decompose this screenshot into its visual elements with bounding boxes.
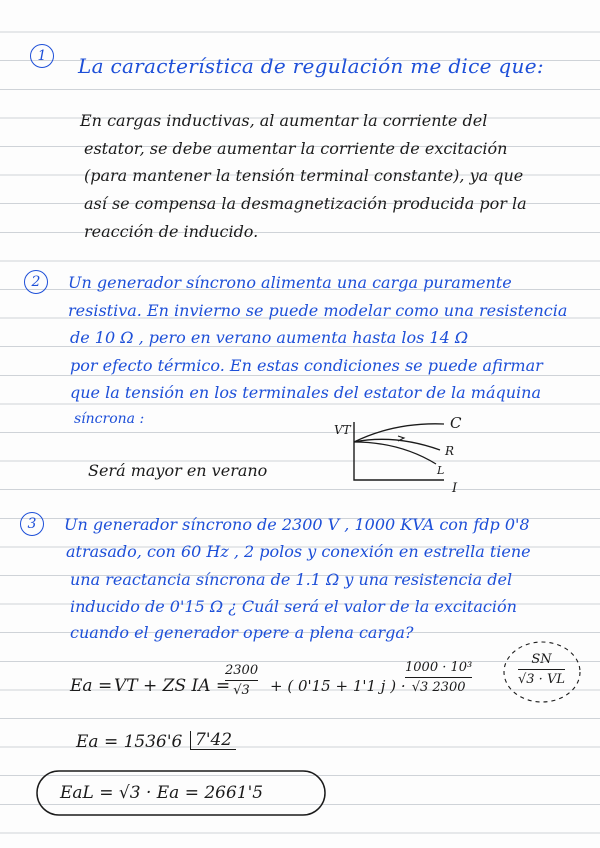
q2-line-2: resistiva. En invierno se puede modelar como una resistencia — [68, 301, 568, 320]
question-1-title: La característica de regulación me dice que: — [78, 54, 544, 78]
q2-line-3: de 10 Ω , pero en verano aumenta hasta los 14 Ω — [70, 328, 469, 347]
q2-line-1: Un generador síncrono alimenta una carga puramente — [68, 273, 512, 292]
q3-line-4: inducido de 0'15 Ω ¿ Cuál será el valor de la excitación — [70, 597, 517, 616]
fraction-2-bar — [405, 677, 472, 678]
q1-line-1: En cargas inductivas, al aumentar la corriente del — [80, 111, 488, 130]
curve-c — [354, 424, 444, 442]
q2-line-4: por efecto térmico. En estas condiciones se puede afirmar — [70, 356, 543, 375]
eq2-result: Ea = 1536'6 — [76, 732, 183, 752]
fraction-phase-voltage — [225, 663, 258, 698]
fraction-2-numerator: 1000 · 10³ — [405, 660, 473, 675]
fraction-1-bar — [225, 680, 258, 681]
q3-line-3: una reactancia síncrona de 1.1 Ω y una resistencia del — [70, 570, 513, 589]
curve-c-label: C — [450, 414, 462, 432]
eq1-lhs: Ea = — [70, 676, 113, 696]
q2-answer: Será mayor en verano — [88, 461, 268, 480]
graph-y-label: VT — [334, 423, 351, 437]
question-3-number: 3 — [20, 512, 44, 536]
eq1-impedance: + ( 0'15 + 1'1 j ) · — [270, 677, 406, 695]
fraction-1-numerator: 2300 — [225, 663, 259, 678]
q3-line-1: Un generador síncrono de 2300 V , 1000 KVA con fdp 0'8 — [64, 515, 530, 534]
fraction-3-numerator: SN — [531, 652, 552, 667]
eq1-terms: VT + ZS IA = — [114, 676, 231, 696]
graph-x-label: I — [452, 481, 458, 496]
curve-r-label: R — [445, 444, 455, 458]
q1-line-2: estator, se debe aumentar la corriente de excitación — [84, 139, 508, 158]
fraction-3-denominator: √3 · VL — [518, 672, 565, 687]
question-2-number: 2 — [24, 270, 48, 294]
q1-line-5: reacción de inducido. — [84, 222, 259, 241]
fraction-2-denominator: √3 2300 — [411, 680, 466, 695]
graph-axes — [354, 422, 444, 480]
curve-r — [354, 439, 440, 450]
q1-line-3: (para mantener la tensión terminal constante), ya que — [84, 166, 524, 185]
eq2-angle: 7'42 — [190, 731, 236, 750]
eq3-line-voltage: EaL = √3 · Ea = 2661'5 — [60, 783, 264, 803]
q2-line-5: que la tensión en los terminales del estator de la máquina — [70, 383, 541, 402]
q2-line-6: síncrona : — [74, 411, 145, 427]
q3-line-5: cuando el generador opere a plena carga? — [70, 623, 414, 642]
fraction-rated-current — [518, 652, 565, 687]
q3-line-2: atrasado, con 60 Hz , 2 polos y conexión en estrella tiene — [66, 542, 531, 561]
q1-line-4: así se compensa la desmagnetización producida por la — [84, 194, 527, 213]
fraction-3-bar — [518, 669, 565, 670]
curve-l-label: L — [437, 464, 445, 477]
fraction-1-denominator: √3 — [233, 683, 250, 698]
regulation-graph — [340, 416, 450, 486]
question-1-number: 1 — [30, 44, 54, 68]
fraction-current — [405, 660, 472, 695]
